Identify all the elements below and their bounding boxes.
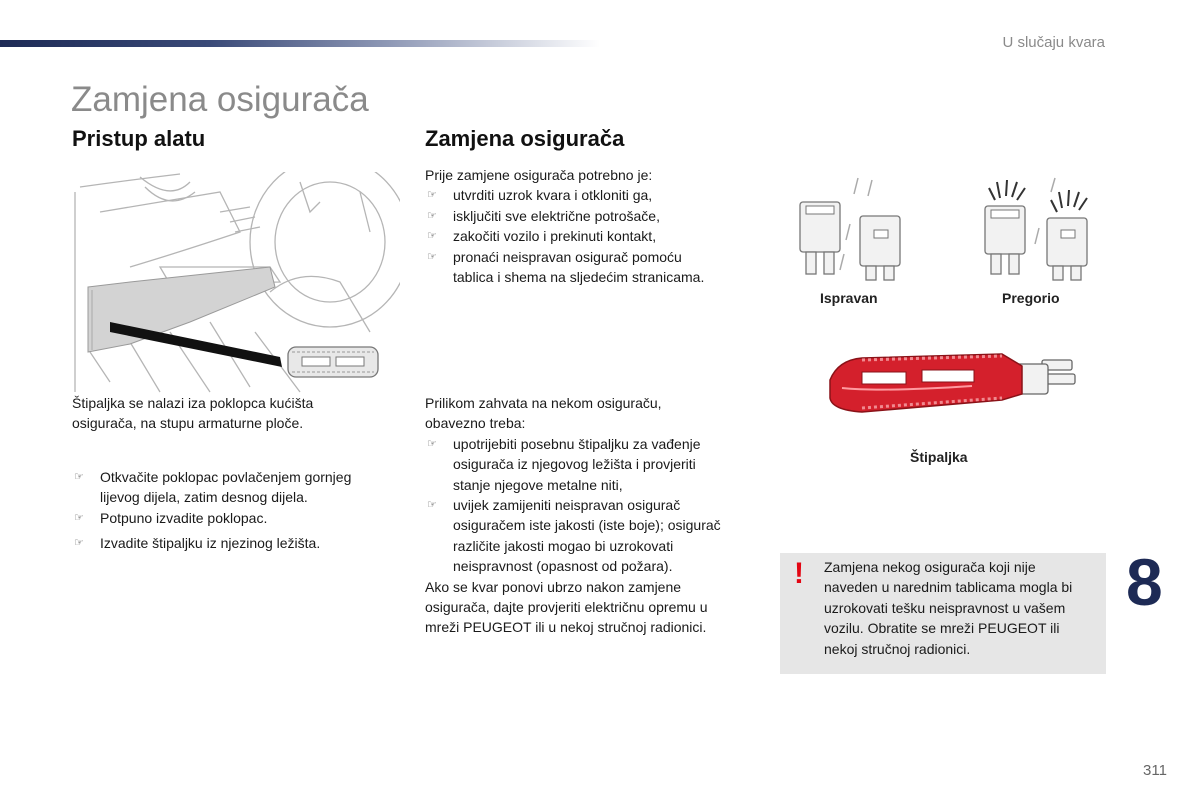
text-line: Zamjena nekog osigurača koji nije — [824, 559, 1036, 575]
blown-fuse-illustration — [975, 172, 1100, 284]
heading-fuse-replacement: Zamjena osigurača — [425, 126, 625, 151]
text-line: uvijek zamijeniti neispravan osigurač — [453, 497, 681, 514]
list-item — [425, 226, 765, 246]
pointing-hand-icon: ☞ — [427, 189, 437, 202]
heading-tool-access: Pristup alatu — [72, 126, 206, 151]
list-item — [72, 467, 402, 508]
text-line: naveden u narednim tablicama mogla bi — [824, 579, 1073, 596]
text-line: utvrditi uzrok kvara i otkloniti ga, — [453, 187, 653, 204]
header-gradient-bar — [0, 40, 600, 47]
text-line: neispravnost (opasnost od požara). — [453, 558, 673, 575]
text-line: Štipaljka se nalazi iza poklopca kućišta — [72, 395, 314, 411]
text-line: osigurača, dajte provjeriti električnu opremu u — [425, 599, 708, 616]
list-item — [425, 206, 765, 226]
text-line: upotrijebiti posebnu štipaljku za vađenje — [453, 435, 701, 452]
pointing-hand-icon: ☞ — [74, 537, 84, 550]
dashboard-illustration — [70, 172, 400, 394]
list-item — [72, 508, 402, 528]
text-line: uzrokovati tešku neispravnost u vašem — [824, 599, 1066, 616]
text-line: isključiti sve električne potrošače, — [453, 207, 660, 224]
caption-good-fuse: Ispravan — [820, 290, 878, 306]
text-line: mreži PEUGEOT ili u nekoj stručnoj radionici. — [425, 619, 707, 636]
good-fuse-illustration — [790, 172, 920, 284]
text-line: nekoj stručnoj radionici. — [824, 640, 971, 657]
tool-steps-list — [72, 467, 402, 554]
tool-location-text — [72, 393, 392, 434]
text-line: Otkvačite poklopac povlačenjem gornjeg — [100, 469, 352, 485]
pointing-hand-icon: ☞ — [427, 230, 437, 243]
list-item — [425, 495, 770, 577]
chapter-number: 8 — [1126, 545, 1163, 619]
text-line: različite jakosti mogao bi uzrokovati — [453, 537, 674, 554]
pointing-hand-icon: ☞ — [427, 437, 437, 450]
text-line: Potpuno izvadite poklopac. — [100, 509, 268, 526]
warning-icon: ! — [794, 557, 804, 590]
warning-text — [824, 557, 1104, 659]
fuse-puller-illustration — [822, 348, 1082, 420]
pointing-hand-icon: ☞ — [74, 511, 84, 524]
prerequisites-block — [425, 165, 765, 287]
pointing-hand-icon: ☞ — [427, 499, 437, 512]
text-line: Prilikom zahvata na nekom osiguraču, — [425, 395, 662, 411]
text-line: stanje njegove metalne niti, — [453, 476, 623, 493]
text-line: obavezno treba: — [425, 415, 526, 432]
warning-box — [780, 553, 1106, 674]
page-number: 311 — [1143, 762, 1167, 779]
list-item — [72, 533, 402, 553]
caption-fuse-puller: Štipaljka — [910, 449, 968, 465]
handling-block — [425, 393, 770, 638]
text-line: Prije zamjene osigurača potrebno je: — [425, 167, 653, 183]
page-title: Zamjena osigurača — [71, 80, 369, 119]
text-line: Ako se kvar ponovi ubrzo nakon zamjene — [425, 578, 682, 595]
prerequisites-list — [425, 185, 765, 287]
text-line: vozilu. Obratite se mreži PEUGEOT ili — [824, 620, 1060, 637]
text-line: Izvadite štipaljku iz njezinog ležišta. — [100, 535, 321, 552]
handling-list — [425, 434, 770, 577]
text-line: tablica i shema na sljedećim stranicama. — [453, 269, 705, 286]
pointing-hand-icon: ☞ — [427, 250, 437, 263]
text-line: osiguračem iste jakosti (iste boje); osigurač — [453, 517, 721, 534]
section-label: U slučaju kvara — [1002, 34, 1105, 51]
text-line: osigurača, na stupu armaturne ploče. — [72, 415, 304, 432]
text-line: zakočiti vozilo i prekinuti kontakt, — [453, 228, 657, 245]
caption-blown-fuse: Pregorio — [1002, 290, 1060, 306]
text-line: osigurača iz njegovog ležišta i provjeriti — [453, 456, 696, 473]
list-item — [425, 247, 765, 288]
pointing-hand-icon: ☞ — [74, 471, 84, 483]
list-item — [425, 434, 770, 495]
list-item — [425, 185, 765, 205]
text-line: lijevog dijela, zatim desnog dijela. — [100, 489, 308, 506]
pointing-hand-icon: ☞ — [427, 209, 437, 222]
text-line: pronaći neispravan osigurač pomoću — [453, 248, 682, 265]
